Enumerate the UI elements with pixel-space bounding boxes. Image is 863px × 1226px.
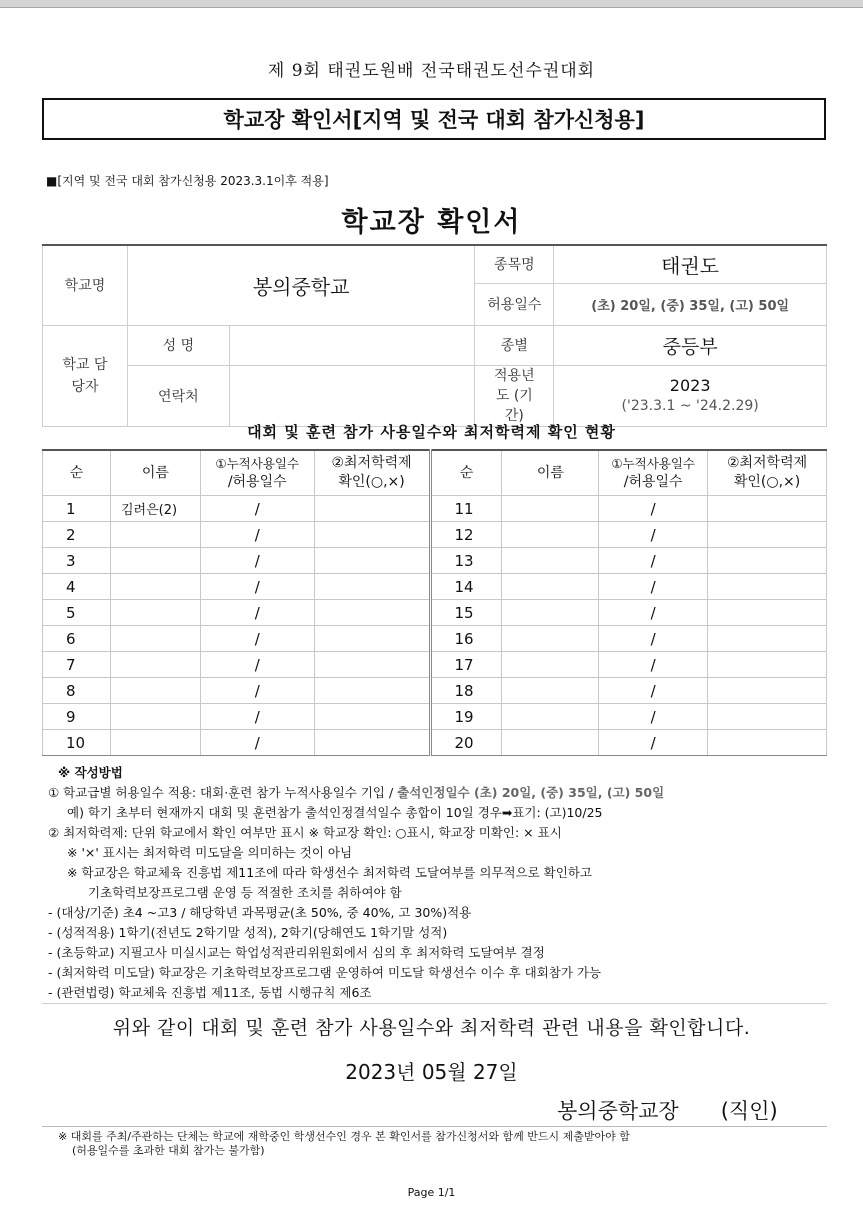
footnote-line-1: ※ 대회를 주최/주관하는 단체는 학교에 재학중인 학생선수인 경우 본 확인서를 참가신청서와 함께 반드시 제출받아야 함	[58, 1130, 630, 1143]
min-check[interactable]	[708, 548, 827, 574]
event-value: 태권도	[554, 245, 827, 283]
col-header-days-left-line2: /허용일수	[227, 474, 287, 490]
days-used[interactable]: /	[599, 548, 708, 574]
min-check[interactable]	[314, 626, 430, 652]
athlete-name[interactable]	[502, 626, 599, 652]
footnote-line-2: (허용일수를 초과한 대회 참가는 불가함)	[72, 1144, 265, 1157]
days-used[interactable]: /	[200, 522, 314, 548]
row-num: 1	[43, 496, 111, 522]
days-used[interactable]: /	[599, 522, 708, 548]
athlete-name[interactable]	[502, 704, 599, 730]
page-indicator: Page 1/1	[407, 1186, 456, 1199]
staff-label-text: 학교 담당자	[62, 356, 108, 395]
instructions	[48, 763, 838, 1003]
staff-name-label: 성 명	[127, 325, 229, 365]
days-used[interactable]: /	[599, 730, 708, 756]
athlete-name[interactable]	[502, 548, 599, 574]
days-used[interactable]: /	[200, 574, 314, 600]
min-check[interactable]	[314, 574, 430, 600]
document-title: 학교장 확인서	[341, 207, 522, 238]
row-num: 8	[43, 678, 111, 704]
min-check[interactable]	[314, 652, 430, 678]
instruction-line: ※ '×' 표시는 최저학력 미도달을 의미하는 것이 아님	[67, 845, 353, 860]
year-value: 2023	[669, 375, 711, 395]
instruction-line: - (초등학교) 지필고사 미실시교는 학업성적관리위원회에서 심의 후 최저학력 도달여부 결정	[48, 945, 545, 960]
row-num: 5	[43, 600, 111, 626]
signature-line	[557, 1095, 778, 1125]
days-used[interactable]: /	[599, 496, 708, 522]
staff-name-field[interactable]	[229, 325, 475, 365]
row-num: 18	[430, 678, 502, 704]
form-title: 학교장 확인서[지역 및 전국 대회 참가신청용]	[223, 108, 645, 132]
days-used[interactable]: /	[599, 652, 708, 678]
col-header-days-right-line2: /허용일수	[623, 474, 683, 490]
athlete-roster-table	[42, 449, 827, 756]
min-check[interactable]	[708, 600, 827, 626]
row-num: 4	[43, 574, 111, 600]
min-check[interactable]	[708, 678, 827, 704]
divider	[42, 1003, 827, 1004]
table-row	[43, 678, 827, 704]
instruction-line: - (대상/기준) 초4 ~고3 / 해당학년 과목평균(초 50%, 중 40%, 고 30%)적용	[48, 905, 472, 920]
table-row	[43, 626, 827, 652]
col-header-days-left	[200, 450, 314, 496]
row-num: 14	[430, 574, 502, 600]
instruction-line: ※ 학교장은 학교체육 진흥법 제11조에 따라 학생선수 최저학력 도달여부를 의무적으로 확인하고	[67, 865, 592, 880]
min-check[interactable]	[708, 652, 827, 678]
table-row	[43, 548, 827, 574]
min-check[interactable]	[314, 678, 430, 704]
table-row	[43, 574, 827, 600]
row-num: 7	[43, 652, 111, 678]
applicability-note: ■[지역 및 전국 대회 참가신청용 2023.3.1이후 적용]	[46, 174, 329, 188]
athlete-name[interactable]	[110, 678, 200, 704]
min-check[interactable]	[708, 574, 827, 600]
days-used[interactable]: /	[200, 678, 314, 704]
competition-header: 제 9회 태권도원배 전국태권도선수권대회	[267, 61, 596, 81]
athlete-name[interactable]	[502, 496, 599, 522]
min-check[interactable]	[314, 548, 430, 574]
division-value: 중등부	[554, 325, 827, 365]
table-row	[43, 730, 827, 756]
instruction-line: - (최저학력 미도달) 학교장은 기초학력보장프로그램 운영하여 미도달 학생선수 이수 후 대회참가 가능	[48, 965, 602, 980]
col-header-name-right: 이름	[502, 450, 599, 496]
instruction-line1-accent: 출석인정일수 (초) 20일, (중) 35일, (고) 50일	[397, 785, 665, 800]
athlete-name[interactable]	[502, 678, 599, 704]
athlete-name[interactable]	[110, 548, 200, 574]
days-used[interactable]: /	[200, 704, 314, 730]
athlete-name[interactable]	[110, 704, 200, 730]
signer-title: 봉의중학교장	[557, 1099, 679, 1123]
days-used[interactable]: /	[200, 600, 314, 626]
instructions-heading: ※ 작성방법	[58, 765, 123, 780]
min-check[interactable]	[708, 626, 827, 652]
days-used[interactable]: /	[599, 704, 708, 730]
row-num: 2	[43, 522, 111, 548]
instruction-line: 기초학력보장프로그램 운영 등 적절한 조치를 취하여야 함	[88, 885, 402, 900]
col-header-days-right-line1: ①누적사용일수	[611, 456, 696, 471]
athlete-name[interactable]	[110, 652, 200, 678]
allowed-days-value: (초) 20일, (중) 35일, (고) 50일	[554, 283, 827, 325]
min-check[interactable]	[314, 522, 430, 548]
days-used[interactable]: /	[599, 678, 708, 704]
instruction-line: ② 최저학력제: 단위 학교에서 확인 여부만 표시 ※ 학교장 확인: ○표시, 학교장 미확인: × 표시	[48, 825, 562, 840]
min-check[interactable]	[708, 730, 827, 756]
min-check[interactable]	[314, 704, 430, 730]
form-title-box	[42, 98, 826, 140]
athlete-name[interactable]	[110, 574, 200, 600]
table-row	[43, 496, 827, 522]
min-check[interactable]	[314, 600, 430, 626]
staff-contact-label: 연락처	[127, 365, 229, 426]
instruction-line	[48, 783, 838, 803]
days-used[interactable]: /	[200, 652, 314, 678]
instruction-line: - (관련법령) 학교체육 진흥법 제11조, 동법 시행규칙 제6조	[48, 985, 372, 1000]
staff-label	[43, 325, 128, 426]
instruction-line1-text: ① 학교급별 허용일수 적용: 대회·훈련 참가 누적사용일수 기입 /	[48, 785, 398, 800]
table-row	[43, 522, 827, 548]
athlete-name[interactable]	[502, 522, 599, 548]
athlete-name[interactable]	[110, 522, 200, 548]
table-row	[43, 600, 827, 626]
min-check[interactable]	[314, 730, 430, 756]
days-used[interactable]: /	[599, 574, 708, 600]
division-label: 종별	[475, 325, 554, 365]
col-header-min-right-line1: ②최저학력제	[726, 455, 808, 471]
days-used[interactable]: /	[200, 626, 314, 652]
col-header-name-left: 이름	[110, 450, 200, 496]
row-num: 19	[430, 704, 502, 730]
row-num: 20	[430, 730, 502, 756]
period-value: ('23.3.1 ~ '24.2.29)	[621, 397, 759, 414]
col-header-min-right-line2: 확인(○,×)	[733, 474, 801, 490]
issue-date: 2023년 05월 27일	[345, 1060, 518, 1084]
row-num: 15	[430, 600, 502, 626]
athlete-name[interactable]	[502, 600, 599, 626]
event-label: 종목명	[475, 245, 554, 283]
min-check[interactable]	[314, 496, 430, 522]
col-header-min-left-line1: ②최저학력제	[331, 455, 412, 471]
row-num: 17	[430, 652, 502, 678]
athlete-name[interactable]	[110, 626, 200, 652]
table-row	[43, 652, 827, 678]
official-seal-label: (직인)	[720, 1099, 778, 1123]
row-num: 10	[43, 730, 111, 756]
days-used[interactable]: /	[200, 548, 314, 574]
row-num: 6	[43, 626, 111, 652]
row-num: 3	[43, 548, 111, 574]
school-info-table	[42, 244, 827, 427]
confirmation-statement: 위와 같이 대회 및 훈련 참가 사용일수와 최저학력 관련 내용을 확인합니다.	[112, 1017, 751, 1039]
viewer-toolbar-edge	[0, 0, 863, 8]
days-used[interactable]: /	[200, 730, 314, 756]
year-label	[475, 365, 554, 426]
col-header-min-left	[314, 450, 430, 496]
min-check[interactable]	[708, 704, 827, 730]
athlete-name[interactable]	[502, 652, 599, 678]
col-header-days-left-line1: ①누적사용일수	[215, 456, 300, 471]
row-num: 12	[430, 522, 502, 548]
school-name-label: 학교명	[43, 245, 128, 325]
row-num: 9	[43, 704, 111, 730]
athlete-name[interactable]	[110, 600, 200, 626]
col-header-num-right: 순	[430, 450, 502, 496]
year-label-text: 적용년도 (기간)	[494, 367, 535, 424]
year-cell	[554, 365, 827, 426]
footnote	[58, 1130, 828, 1158]
min-check[interactable]	[708, 522, 827, 548]
days-used[interactable]: /	[200, 496, 314, 522]
col-header-min-right	[708, 450, 827, 496]
athlete-name[interactable]	[502, 574, 599, 600]
table-row	[43, 704, 827, 730]
school-name-value: 봉의중학교	[127, 245, 474, 325]
col-header-num-left: 순	[43, 450, 111, 496]
athlete-name[interactable]: 김려은(2)	[110, 496, 200, 522]
allowed-days-label: 허용일수	[475, 283, 554, 325]
col-header-days-right	[599, 450, 708, 496]
row-num: 11	[430, 496, 502, 522]
min-check[interactable]	[708, 496, 827, 522]
divider	[42, 1126, 827, 1127]
row-num: 13	[430, 548, 502, 574]
athlete-name[interactable]	[502, 730, 599, 756]
days-used[interactable]: /	[599, 626, 708, 652]
col-header-min-left-line2: 확인(○,×)	[338, 474, 405, 490]
row-num: 16	[430, 626, 502, 652]
days-used[interactable]: /	[599, 600, 708, 626]
section-title: 대회 및 훈련 참가 사용일수와 최저학력제 확인 현황	[247, 423, 616, 441]
instruction-line: 예) 학기 초부터 현재까지 대회 및 훈련참가 출석인정결석일수 총합이 10일 경우➡표기: (고)10/25	[67, 805, 603, 820]
instruction-line: - (성적적용) 1학기(전년도 2학기말 성적), 2학기(당해연도 1학기말 성적)	[48, 925, 448, 940]
staff-contact-field[interactable]	[229, 365, 475, 426]
athlete-name[interactable]	[110, 730, 200, 756]
